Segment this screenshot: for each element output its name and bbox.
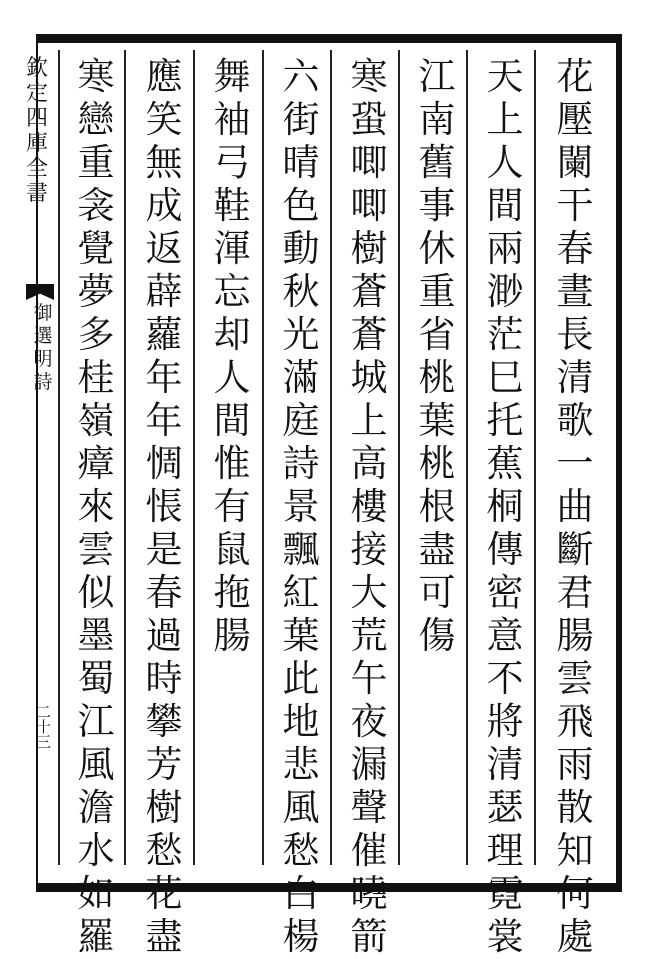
glyph: 城 — [350, 356, 388, 399]
glyph: 紅 — [282, 571, 320, 614]
book-title — [32, 302, 54, 394]
page-number: 二十三 — [34, 704, 52, 749]
glyph: 年 — [145, 399, 183, 442]
column-rule — [534, 50, 536, 865]
column-rule — [124, 50, 126, 865]
glyph: 白 — [282, 872, 320, 915]
glyph: 覺 — [77, 227, 115, 270]
title-glyph: 選 — [33, 325, 53, 347]
glyph: 嶺 — [77, 399, 115, 442]
margin-glyph: 欽 — [25, 56, 48, 81]
glyph: 重 — [77, 141, 115, 184]
glyph: 君 — [556, 571, 594, 614]
glyph: 茫 — [486, 313, 524, 356]
glyph: 雲 — [77, 528, 115, 571]
title-glyph: 詩 — [33, 371, 53, 393]
margin-glyph: 書 — [25, 181, 48, 206]
glyph: 花 — [556, 55, 594, 98]
glyph: 處 — [556, 915, 594, 958]
glyph: 腸 — [213, 614, 251, 657]
glyph: 唧 — [350, 141, 388, 184]
glyph: 飛 — [556, 700, 594, 743]
glyph: 天 — [486, 55, 524, 98]
glyph: 惟 — [213, 442, 251, 485]
glyph: 攀 — [145, 700, 183, 743]
glyph: 夢 — [77, 270, 115, 313]
glyph: 漏 — [350, 743, 388, 786]
glyph: 舞 — [213, 55, 251, 98]
glyph: 桂 — [77, 356, 115, 399]
glyph: 時 — [145, 657, 183, 700]
margin-glyph: 定 — [25, 81, 48, 106]
glyph: 何 — [556, 872, 594, 915]
glyph: 大 — [350, 571, 388, 614]
glyph: 風 — [282, 786, 320, 829]
glyph: 春 — [145, 571, 183, 614]
glyph: 無 — [145, 141, 183, 184]
glyph: 催 — [350, 829, 388, 872]
glyph: 夜 — [350, 700, 388, 743]
text-column-7 — [140, 56, 188, 959]
glyph: 拖 — [213, 571, 251, 614]
glyph: 盡 — [418, 528, 456, 571]
glyph: 間 — [486, 184, 524, 227]
glyph: 人 — [213, 356, 251, 399]
glyph: 色 — [282, 184, 320, 227]
glyph: 花 — [145, 872, 183, 915]
glyph: 庭 — [282, 399, 320, 442]
glyph: 傳 — [486, 528, 524, 571]
glyph: 惆 — [145, 442, 183, 485]
glyph: 樹 — [145, 786, 183, 829]
glyph: 秋 — [282, 270, 320, 313]
glyph: 戀 — [77, 98, 115, 141]
glyph: 上 — [350, 399, 388, 442]
glyph: 返 — [145, 227, 183, 270]
glyph: 雲 — [556, 657, 594, 700]
glyph: 成 — [145, 184, 183, 227]
glyph: 蒼 — [350, 313, 388, 356]
glyph: 重 — [418, 270, 456, 313]
margin-glyph: 庫 — [25, 131, 48, 156]
glyph: 荒 — [350, 614, 388, 657]
text-column-5 — [277, 56, 325, 959]
glyph: 聲 — [350, 786, 388, 829]
glyph: 蕉 — [486, 442, 524, 485]
glyph: 墨 — [77, 614, 115, 657]
glyph: 樓 — [350, 485, 388, 528]
glyph: 根 — [418, 485, 456, 528]
column-rule — [262, 50, 264, 865]
text-column-4 — [345, 56, 393, 959]
glyph: 歌 — [556, 399, 594, 442]
glyph: 鞋 — [213, 184, 251, 227]
glyph: 景 — [282, 485, 320, 528]
glyph: 鼠 — [213, 528, 251, 571]
glyph: 托 — [486, 399, 524, 442]
glyph: 曲 — [556, 485, 594, 528]
glyph: 人 — [486, 141, 524, 184]
glyph: 忘 — [213, 270, 251, 313]
glyph: 散 — [556, 786, 594, 829]
glyph: 動 — [282, 227, 320, 270]
glyph: 詩 — [282, 442, 320, 485]
glyph: 寒 — [350, 55, 388, 98]
glyph: 悲 — [282, 743, 320, 786]
column-rule — [466, 50, 468, 865]
glyph: 桐 — [486, 485, 524, 528]
glyph: 唧 — [350, 184, 388, 227]
glyph: 接 — [350, 528, 388, 571]
glyph: 長 — [556, 313, 594, 356]
glyph: 水 — [77, 829, 115, 872]
glyph: 腸 — [556, 614, 594, 657]
glyph: 曉 — [350, 872, 388, 915]
glyph: 過 — [145, 614, 183, 657]
column-rule — [398, 50, 400, 865]
glyph: 袖 — [213, 98, 251, 141]
glyph: 有 — [213, 485, 251, 528]
glyph: 桃 — [418, 356, 456, 399]
glyph: 地 — [282, 700, 320, 743]
glyph: 桃 — [418, 442, 456, 485]
glyph: 舊 — [418, 141, 456, 184]
glyph: 兩 — [486, 227, 524, 270]
glyph: 悵 — [145, 485, 183, 528]
glyph: 寒 — [77, 55, 115, 98]
glyph: 密 — [486, 571, 524, 614]
column-rule — [58, 50, 60, 865]
glyph: 渾 — [213, 227, 251, 270]
glyph: 澹 — [77, 786, 115, 829]
glyph: 省 — [418, 313, 456, 356]
glyph: 來 — [77, 485, 115, 528]
glyph: 羅 — [77, 915, 115, 958]
title-glyph: 明 — [33, 348, 53, 370]
glyph: 江 — [418, 55, 456, 98]
glyph: 盡 — [145, 915, 183, 958]
glyph: 芳 — [145, 743, 183, 786]
glyph: 應 — [145, 55, 183, 98]
text-column-1 — [551, 56, 599, 959]
glyph: 風 — [77, 743, 115, 786]
glyph: 此 — [282, 657, 320, 700]
glyph: 如 — [77, 872, 115, 915]
glyph: 葉 — [418, 399, 456, 442]
glyph: 午 — [350, 657, 388, 700]
glyph: 理 — [486, 829, 524, 872]
glyph: 清 — [556, 356, 594, 399]
column-rule — [193, 50, 195, 865]
glyph: 休 — [418, 227, 456, 270]
glyph: 樹 — [350, 227, 388, 270]
glyph: 多 — [77, 313, 115, 356]
glyph: 干 — [556, 184, 594, 227]
glyph: 雨 — [556, 743, 594, 786]
glyph: 却 — [213, 313, 251, 356]
glyph: 不 — [486, 657, 524, 700]
glyph: 似 — [77, 571, 115, 614]
glyph: 薜 — [145, 270, 183, 313]
margin-glyph: 四 — [25, 106, 48, 131]
glyph: 蜀 — [77, 657, 115, 700]
text-column-6 — [208, 56, 256, 658]
glyph: 裳 — [486, 915, 524, 958]
glyph: 巳 — [486, 356, 524, 399]
glyph: 渺 — [486, 270, 524, 313]
glyph: 楊 — [282, 915, 320, 958]
margin-glyph: 全 — [25, 156, 48, 181]
glyph: 意 — [486, 614, 524, 657]
glyph: 飄 — [282, 528, 320, 571]
glyph: 瑟 — [486, 786, 524, 829]
glyph: 弓 — [213, 141, 251, 184]
text-column-2 — [481, 56, 529, 959]
text-column-3 — [413, 56, 461, 658]
glyph: 六 — [282, 55, 320, 98]
margin-header — [24, 56, 50, 206]
glyph: 春 — [556, 227, 594, 270]
title-glyph: 御 — [33, 302, 53, 324]
glyph: 愁 — [282, 829, 320, 872]
glyph: 晝 — [556, 270, 594, 313]
glyph: 蘿 — [145, 313, 183, 356]
glyph: 箭 — [350, 915, 388, 958]
glyph: 葉 — [282, 614, 320, 657]
text-column-8 — [72, 56, 120, 959]
glyph: 知 — [556, 829, 594, 872]
glyph: 年 — [145, 356, 183, 399]
glyph: 斷 — [556, 528, 594, 571]
glyph: 壓 — [556, 98, 594, 141]
glyph: 蛩 — [350, 98, 388, 141]
glyph: 滿 — [282, 356, 320, 399]
glyph: 間 — [213, 399, 251, 442]
glyph: 傷 — [418, 614, 456, 657]
glyph: 清 — [486, 743, 524, 786]
glyph: 笑 — [145, 98, 183, 141]
glyph: 晴 — [282, 141, 320, 184]
glyph: 衾 — [77, 184, 115, 227]
glyph: 高 — [350, 442, 388, 485]
glyph: 是 — [145, 528, 183, 571]
glyph: 闌 — [556, 141, 594, 184]
glyph: 可 — [418, 571, 456, 614]
glyph: 江 — [77, 700, 115, 743]
glyph: 愁 — [145, 829, 183, 872]
glyph: 霓 — [486, 872, 524, 915]
glyph: 光 — [282, 313, 320, 356]
column-rule — [330, 50, 332, 865]
glyph: 將 — [486, 700, 524, 743]
glyph: 瘴 — [77, 442, 115, 485]
glyph: 事 — [418, 184, 456, 227]
glyph: 南 — [418, 98, 456, 141]
glyph: 一 — [556, 442, 594, 485]
glyph: 蒼 — [350, 270, 388, 313]
glyph: 街 — [282, 98, 320, 141]
glyph: 上 — [486, 98, 524, 141]
